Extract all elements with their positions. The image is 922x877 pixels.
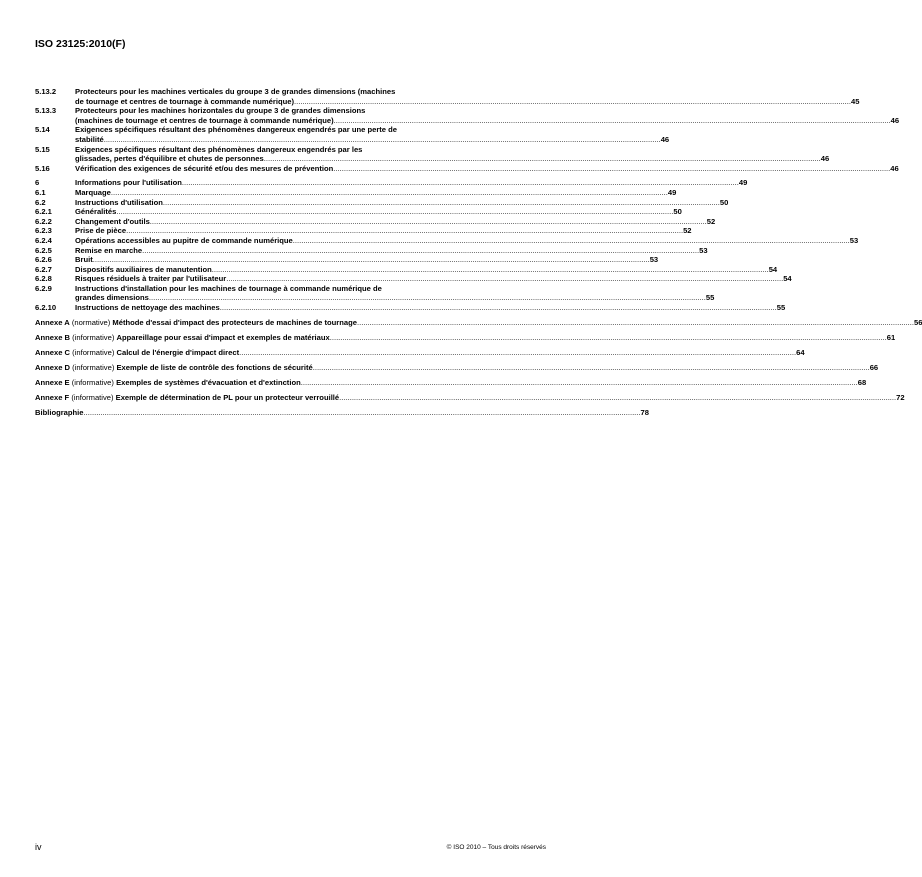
toc-entry-bibliography[interactable] [35, 407, 649, 418]
toc-entry-title: Bibliographie [35, 407, 84, 417]
toc-entry-number: 6.2.3 [35, 226, 52, 236]
toc-entry[interactable] [35, 197, 729, 208]
annex-title: Méthode d'essai d'impact des protecteurs de machines de tournage [112, 317, 357, 327]
toc-leader-dots [116, 207, 673, 217]
toc-entry-page: 53 [849, 235, 859, 245]
toc-group-section-6 [35, 178, 859, 313]
toc-entry-title: Marquage [75, 187, 111, 197]
toc-leader-dots [212, 265, 769, 275]
toc-annex-heading [35, 363, 313, 373]
toc-leader-dots [126, 226, 683, 236]
toc-entry[interactable] [35, 235, 859, 246]
toc-leader-dots [150, 217, 707, 227]
annex-type: (informative) [72, 362, 115, 372]
toc-entry-number: 6.2.10 [35, 303, 57, 313]
toc-entry-number: 6.2.9 [35, 283, 52, 293]
toc-entry-title: Changement d'outils [75, 216, 150, 226]
toc-entry-title: Informations pour l'utilisation [75, 178, 182, 188]
toc-entry-title: stabilité [75, 134, 104, 144]
toc-entry-page: 64 [796, 347, 805, 357]
toc-leader-dots [182, 178, 739, 188]
toc-entry-page: 55 [705, 293, 715, 303]
toc-entry-number: 5.16 [35, 163, 50, 173]
toc-entry-page: 46 [820, 154, 830, 164]
annex-title: Exemples de systèmes d'évacuation et d'extinction [116, 377, 301, 387]
toc-entry-page: 49 [738, 178, 748, 188]
toc-entry-page: 66 [869, 362, 879, 372]
toc-entry[interactable] [35, 125, 670, 144]
toc-entry-title: Protecteurs pour les machines horizontales du groupe 3 de grandes dimensions [75, 106, 366, 116]
toc-leader-dots [313, 363, 870, 373]
toc-entry[interactable] [35, 264, 778, 275]
toc-leader-dots [226, 274, 783, 284]
toc-entry-number: 6.2.4 [35, 235, 52, 245]
toc-entry-number: 6 [35, 178, 40, 188]
toc-entry-number: 6.2.5 [35, 245, 52, 255]
toc-leader-dots [84, 408, 641, 418]
toc-leader-dots [301, 378, 858, 388]
annex-type: (informative) [71, 377, 114, 387]
annex-title: Exemple de liste de contrôle des fonctions de sécurité [116, 362, 313, 372]
toc-entry[interactable] [35, 303, 786, 313]
toc-entry-title: Exigences spécifiques résultant des phénomènes dangereux engendrés par les [75, 144, 363, 154]
toc-entry-annex[interactable] [35, 347, 805, 358]
annex-title: Exemple de détermination de PL pour un protecteur verrouillé [115, 392, 340, 402]
toc-entry-number: 6.2.8 [35, 274, 52, 284]
toc-entry[interactable] [35, 178, 748, 188]
annex-label: Annexe F [35, 392, 70, 402]
toc-entry-number: 5.13.2 [35, 87, 57, 96]
annex-type: (normative) [71, 317, 111, 327]
toc-entry-page: 46 [660, 134, 670, 144]
toc-entry-annex[interactable] [35, 332, 896, 343]
annex-label: Annexe D [35, 362, 71, 372]
toc-leader-dots [149, 293, 706, 303]
toc-entry-title: Opérations accessibles au pupitre de commande numérique [75, 235, 293, 245]
toc-entry-page: 56 [913, 317, 922, 327]
toc-entry[interactable] [35, 216, 716, 227]
toc-annex-heading [35, 318, 357, 328]
toc-entry[interactable] [35, 207, 682, 217]
toc-entry-title: Prise de pièce [75, 226, 127, 236]
toc-leader-dots [220, 303, 777, 313]
toc-entry-title: glissades, pertes d'équilibre et chutes de personnes [75, 154, 264, 164]
toc-leader-dots [333, 164, 890, 174]
toc-entry[interactable] [35, 106, 900, 125]
toc-annex-heading [35, 378, 301, 388]
toc-entry-page: 68 [857, 377, 867, 387]
annex-label: Annexe E [35, 377, 70, 387]
toc-entry-title: Bruit [75, 255, 93, 265]
annex-title: Appareillage pour essai d'impact et exemples de matériaux [116, 332, 330, 342]
toc-leader-dots [239, 348, 796, 358]
toc-entry-title: Risques résiduels à traiter par l'utilisateur [75, 274, 227, 284]
toc-entry-page: 78 [640, 407, 649, 417]
annex-type: (informative) [72, 347, 115, 357]
toc-entry-title: Vérification des exigences de sécurité et/ou des mesures de prévention [75, 163, 334, 173]
toc-entry-title: grandes dimensions [75, 293, 149, 303]
toc-leader-dots [339, 393, 896, 403]
toc-entry-page: 46 [890, 115, 900, 125]
toc-entry-title: Généralités [75, 207, 117, 217]
toc-entry[interactable] [35, 87, 860, 106]
document-header: ISO 23125:2010(F) [35, 38, 126, 50]
toc-leader-dots [111, 188, 668, 198]
toc-entry-page: 49 [667, 187, 677, 197]
toc-entry-annex[interactable] [35, 392, 905, 403]
toc-entry-page: 52 [683, 226, 692, 236]
toc-entry-annex[interactable] [35, 317, 922, 328]
toc-entry-number: 5.15 [35, 144, 50, 154]
toc-entry-page: 54 [783, 274, 792, 284]
toc-leader-dots [93, 255, 650, 265]
toc-entry[interactable] [35, 144, 830, 164]
toc-entry-page: 53 [699, 245, 708, 255]
toc-entry-annex[interactable] [35, 362, 879, 373]
toc-annex-heading [35, 333, 330, 343]
toc-entry-title: Protecteurs pour les machines verticales du groupe 3 de grandes dimensions (machines [75, 87, 396, 96]
toc-entry-title: Exigences spécifiques résultant des phénomènes dangereux engendrés par une perte de [75, 125, 397, 135]
annex-type: (informative) [71, 392, 114, 402]
toc-entry[interactable] [35, 245, 708, 256]
toc-entry-title: Instructions de nettoyage des machines [75, 303, 220, 313]
toc-leader-dots [163, 198, 720, 208]
annex-type: (informative) [72, 332, 115, 342]
toc-group-annexes [35, 317, 922, 403]
annex-label: Annexe B [35, 332, 71, 342]
toc-leader-dots [264, 154, 821, 164]
toc-entry-title: Dispositifs auxiliaires de manutention [75, 264, 212, 274]
toc-entry[interactable] [35, 255, 659, 265]
annex-title: Calcul de l'énergie d'impact direct [116, 347, 240, 357]
toc-entry-page: 55 [776, 303, 786, 313]
toc-entry[interactable] [35, 163, 899, 174]
toc-entry[interactable] [35, 274, 792, 284]
toc-entry-page: 46 [890, 163, 899, 173]
toc-entry-title: Instructions d'installation pour les machines de tournage à commande numérique de [75, 283, 382, 293]
toc-entry-number: 6.1 [35, 187, 46, 197]
toc-leader-dots [357, 318, 914, 328]
toc-group-section-5 [35, 87, 900, 173]
toc-leader-dots [334, 116, 891, 126]
toc-entry-number: 6.2.2 [35, 216, 52, 226]
annex-label: Annexe A [35, 317, 70, 327]
toc-entry-page: 61 [886, 332, 896, 342]
toc-entry-number: 6.2 [35, 197, 46, 207]
toc-entry-annex[interactable] [35, 377, 867, 388]
toc-leader-dots [293, 236, 850, 246]
toc-entry[interactable] [35, 187, 677, 198]
toc-leader-dots [104, 135, 661, 145]
copyright-notice: © ISO 2010 – Tous droits réservés [446, 844, 546, 851]
toc-entry-number: 5.14 [35, 125, 50, 135]
toc-entry-page: 54 [768, 264, 778, 274]
toc-leader-dots [330, 333, 887, 343]
toc-entry-title: (machines de tournage et centres de tournage à commande numérique) [75, 115, 334, 125]
table-of-contents [35, 87, 922, 417]
toc-entry-number: 6.2.7 [35, 264, 52, 274]
page-number: iv [35, 842, 42, 852]
toc-annex-heading [35, 393, 339, 403]
toc-entry-number: 6.2.1 [35, 207, 52, 217]
toc-annex-heading [35, 348, 239, 358]
toc-entry-page: 45 [850, 96, 860, 106]
toc-entry-title: Instructions d'utilisation [75, 197, 163, 207]
annex-label: Annexe C [35, 347, 71, 357]
toc-entry-page: 50 [673, 207, 682, 217]
toc-entry-title: de tournage et centres de tournage à commande numérique) [75, 96, 294, 106]
toc-entry-page: 53 [649, 255, 659, 265]
toc-leader-dots [142, 246, 699, 256]
toc-leader-dots [294, 97, 851, 107]
toc-entry-number: 6.2.6 [35, 255, 52, 265]
toc-entry[interactable] [35, 283, 715, 303]
toc-entry-title: Remise en marche [75, 245, 143, 255]
toc-entry-number: 5.13.3 [35, 106, 57, 116]
toc-entry-page: 72 [896, 392, 905, 402]
toc-entry-page: 50 [719, 197, 729, 207]
toc-entry-page: 52 [706, 216, 716, 226]
toc-entry[interactable] [35, 226, 692, 236]
